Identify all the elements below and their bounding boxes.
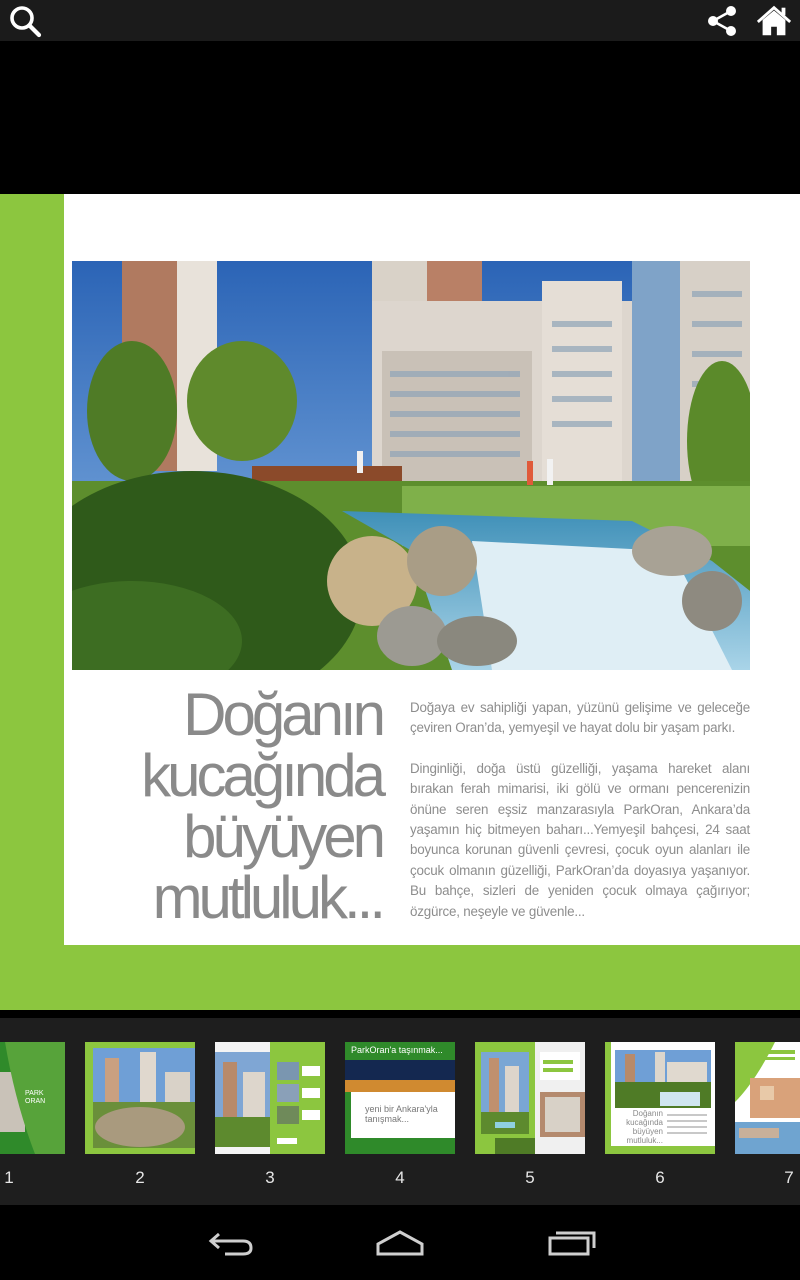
thumbnail-headline-line: kucağında — [626, 1118, 663, 1127]
home-nav-icon[interactable] — [370, 1223, 430, 1263]
article-paragraph: Dinginliği, doğa üstü güzelliği, yaşama hareket alanı bırakan ferah mimarisi, iki gölü ve ormanı pencerenizin önüne seren eşsiz manzarasıyla ParkOran, Ankara’da yaşamın hiç bitmeyen baharı...Yemyeşil bahçesi, 24 saat boyunca korunan güvenli çevresi, çocuk oyun alanları ile çocuk olmanın güzelliği, ParkOran’da doyasıya yaşanıyor. Bu bahçe, sizleri de yeniden çocuk olmaya çağırıyor; özgürce, neşeyle ve güvenle... — [410, 760, 750, 919]
thumbnail-page-number: 2 — [135, 1168, 145, 1187]
back-icon[interactable] — [200, 1223, 260, 1263]
page-thumbnail-2[interactable] — [85, 1042, 195, 1154]
thumbnail-headline-line: mutluluk... — [626, 1136, 663, 1145]
share-icon[interactable] — [703, 2, 741, 40]
thumbnail-subtitle: yeni bir Ankara'yla — [365, 1104, 438, 1114]
recent-apps-icon[interactable] — [540, 1223, 600, 1263]
headline-line: kucağında — [141, 742, 382, 809]
page-thumbnail-6[interactable] — [605, 1042, 715, 1154]
page-thumbnail-7[interactable] — [735, 1042, 800, 1154]
thumbnail-page-number: 4 — [395, 1168, 405, 1187]
top-toolbar — [0, 0, 800, 41]
headline-line: büyüyen — [183, 803, 382, 870]
thumbnail-page-number: 3 — [265, 1168, 275, 1187]
thumbnail-page-number: 5 — [525, 1168, 535, 1187]
thumbnail-page-number: 7 — [784, 1168, 794, 1187]
thumbnail-subtitle: tanışmak... — [365, 1114, 410, 1124]
page-thumbnail-1[interactable] — [0, 1042, 65, 1154]
page-thumbnail-strip[interactable] — [0, 1018, 800, 1205]
headline-line: Doğanın — [183, 681, 382, 748]
thumbnail-headline-line: Doğanın — [632, 1109, 663, 1118]
thumbnail-logo: PARK ORAN — [25, 1090, 46, 1105]
page-thumbnail-3[interactable] — [215, 1042, 325, 1154]
article-headline — [110, 681, 382, 931]
home-icon[interactable] — [755, 2, 793, 40]
page-thumbnail-4[interactable] — [345, 1042, 455, 1154]
system-navigation-bar — [0, 1205, 800, 1280]
search-icon[interactable] — [6, 2, 44, 40]
hero-photo — [72, 261, 750, 670]
thumbnail-headline-line: büyüyen — [632, 1127, 663, 1136]
thumbnail-page-number: 6 — [655, 1168, 665, 1187]
article-paragraph: Doğaya ev sahipliği yapan, yüzünü gelişime ve geleceğe çeviren Oran’da, yemyeşil ve hayat dolu bir yaşam parkı. — [410, 700, 750, 736]
thumbnail-title: ParkOran'a taşınmak... — [351, 1045, 443, 1055]
headline-line: mutluluk... — [152, 864, 382, 931]
thumbnail-page-number: 1 — [4, 1168, 14, 1187]
page-thumbnail-5[interactable] — [475, 1042, 585, 1154]
article-body — [410, 698, 750, 942]
